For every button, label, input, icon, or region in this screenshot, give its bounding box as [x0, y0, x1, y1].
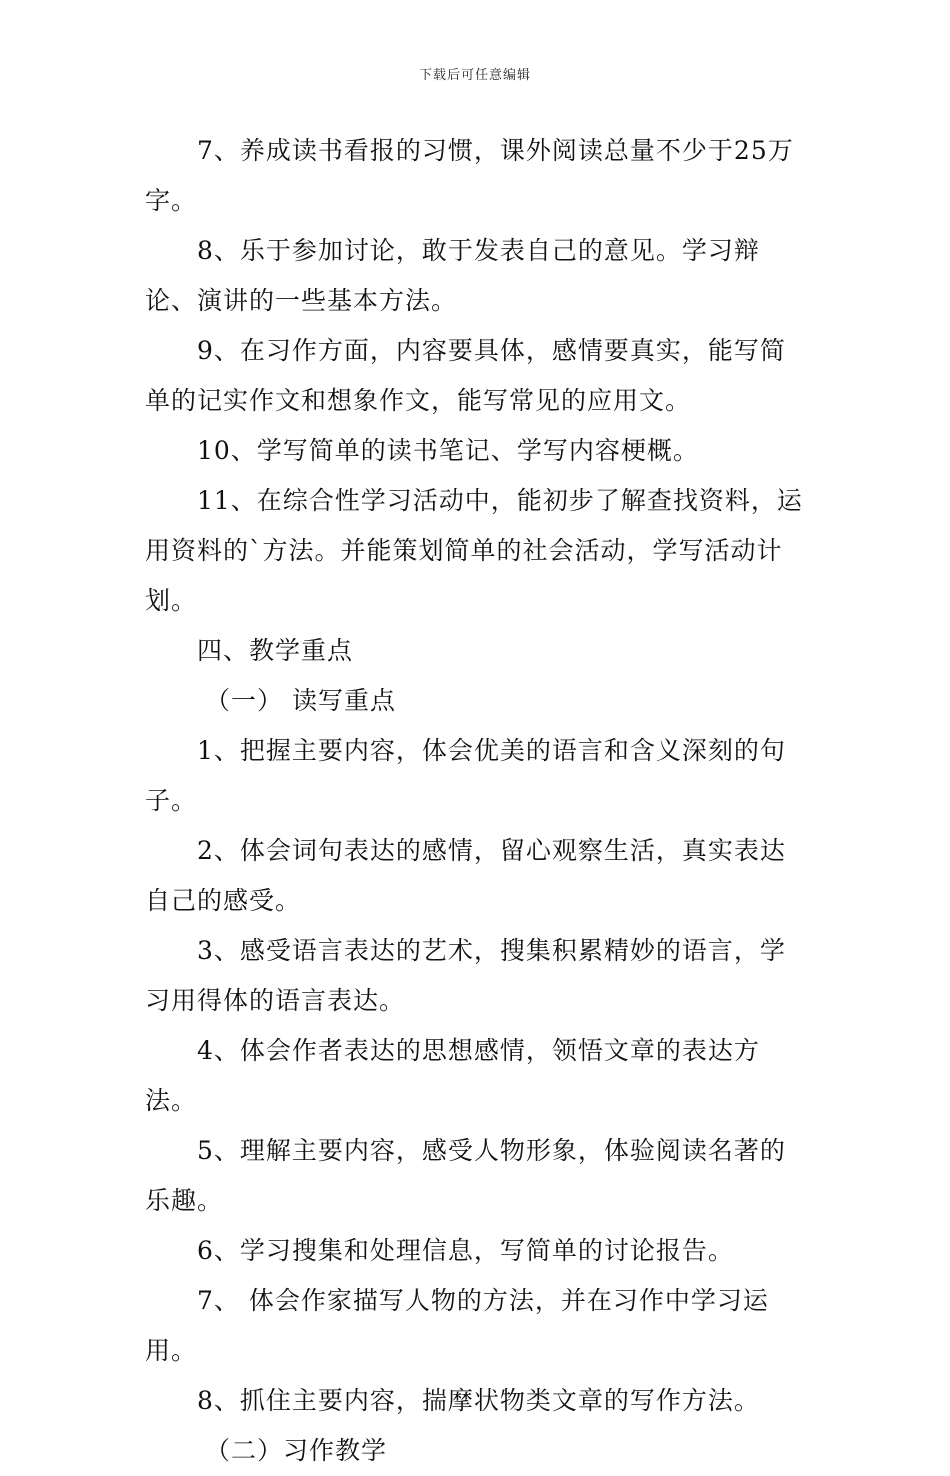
paragraph-item-7: 7、养成读书看报的习惯，课外阅读总量不少于25万字。 [145, 136, 794, 215]
page-header-note: 下载后可任意编辑 [418, 68, 531, 83]
paragraph-item-9: 9、在习作方面，内容要具体，感情要真实，能写简单的记实作文和想象作文，能写常见的应用文。 [145, 336, 786, 415]
paragraph-item-11: 11、在综合性学习活动中，能初步了解查找资料，运用资料的`方法。并能策划简单的社会活动，学写活动计划。 [145, 486, 803, 615]
focus-item-7: 7、 体会作家描写人物的方法，并在习作中学习运用。 [145, 1286, 769, 1365]
paragraph-item-10: 10、学写简单的读书笔记、学写内容梗概。 [197, 436, 699, 465]
subsection-heading-reading-writing: （一） 读写重点 [205, 686, 396, 715]
focus-item-1: 1、把握主要内容，体会优美的语言和含义深刻的句子。 [145, 736, 786, 815]
subsection-heading-composition: （二）习作教学 [205, 1436, 388, 1465]
section-heading-teaching-focus: 四、教学重点 [197, 636, 354, 665]
focus-item-6: 6、学习搜集和处理信息，写简单的讨论报告。 [197, 1236, 734, 1265]
focus-item-2: 2、体会词句表达的感情，留心观察生活，真实表达自己的感受。 [145, 836, 786, 915]
focus-item-5: 5、理解主要内容，感受人物形象，体验阅读名著的乐趣。 [145, 1136, 786, 1215]
focus-item-8: 8、抓住主要内容，揣摩状物类文章的写作方法。 [197, 1386, 760, 1415]
paragraph-item-8: 8、乐于参加讨论，敢于发表自己的意见。学习辩论、演讲的一些基本方法。 [145, 236, 760, 315]
document-body [145, 126, 810, 1476]
focus-item-3: 3、感受语言表达的艺术，搜集积累精妙的语言，学习用得体的语言表达。 [145, 936, 786, 1015]
focus-item-4: 4、体会作者表达的思想感情，领悟文章的表达方法。 [145, 1036, 760, 1115]
